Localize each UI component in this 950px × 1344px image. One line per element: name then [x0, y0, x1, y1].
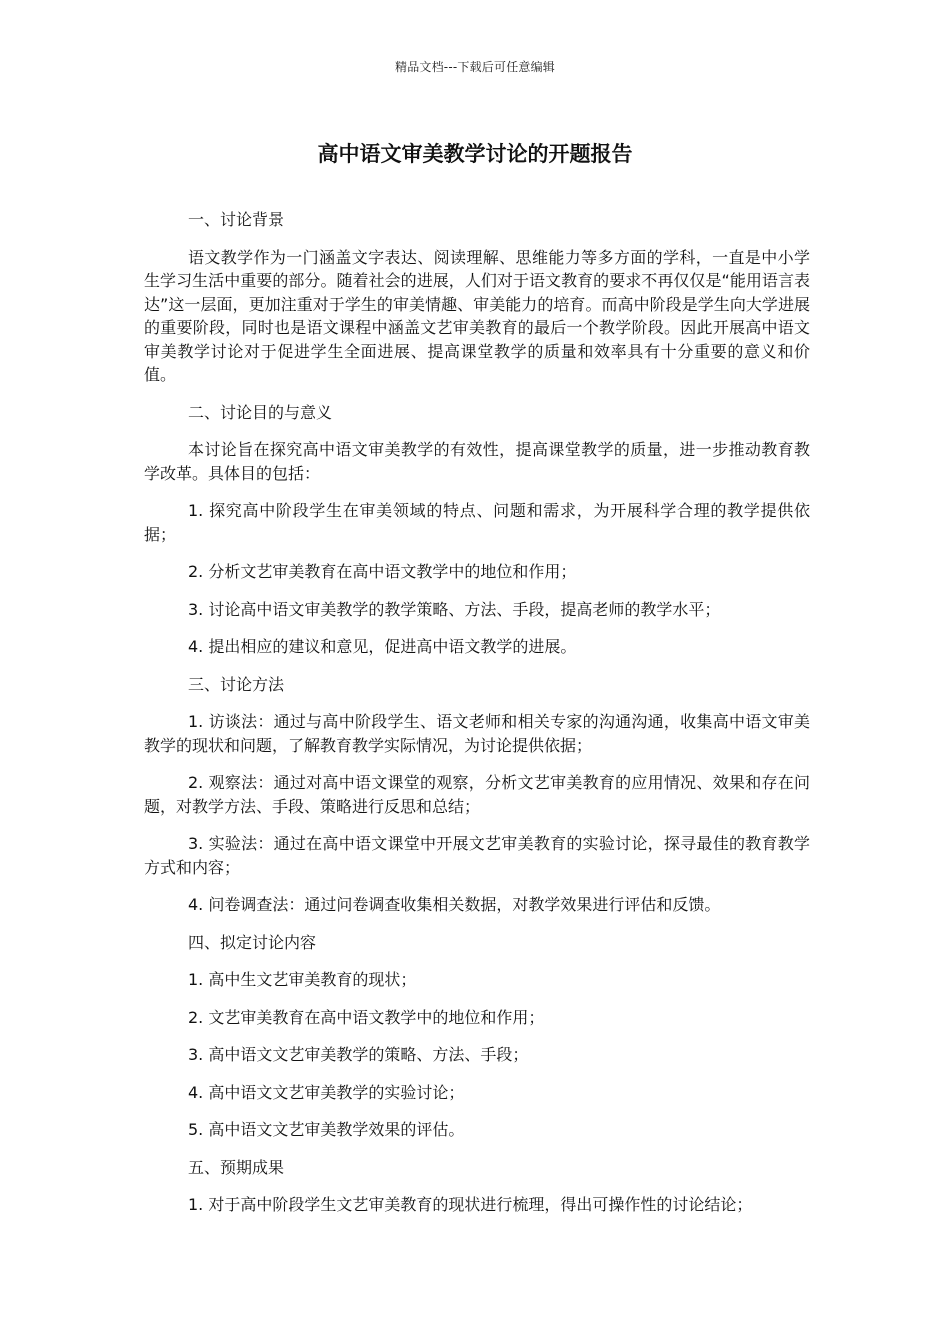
- list-item-content-5: 5. 高中语文文艺审美教学效果的评估。: [188, 1120, 465, 1139]
- list-item-content-2: 2. 文艺审美教育在高中语文教学中的地位和作用；: [188, 1007, 545, 1027]
- section-heading-purpose: 二、讨论目的与意义: [188, 402, 333, 422]
- list-item-content-4: 4. 高中语文文艺审美教学的实验讨论；: [188, 1082, 465, 1102]
- paragraph-background: 语文教学作为一门涵盖文字表达、阅读理解、思维能力等多方面的学科，一直是中小学生学习生活中重要的部分。随着社会的进展，人们对于语文教育的要求不再仅仅是“能用语言表达”这一层面，更加注重对于学生的审美情趣、审美能力的培育。而高中阶段是学生向大学进展的重要阶段，同时也是语文课程中涵盖文艺审美教育的最后一个教学阶段。因此开展高中语文审美教学讨论对于促进学生全面进展、提高课堂教学的质量和效率具有十分重要的意义和价值。: [144, 247, 810, 384]
- list-item-result-1: 1. 对于高中阶段学生文艺审美教育的现状进行梳理，得出可操作性的讨论结论；: [188, 1195, 753, 1214]
- paragraph-purpose-intro: 本讨论旨在探究高中语文审美教学的有效性，提高课堂教学的质量，进一步推动教育教学改革。具体目的包括：: [144, 440, 810, 483]
- document-body: [144, 208, 810, 1231]
- section-heading-results: 五、预期成果: [188, 1157, 285, 1177]
- list-item-method-3: 3. 实验法：通过在高中语文课堂中开展文艺审美教育的实验讨论，探寻最佳的教育教学方式和内容；: [144, 834, 810, 877]
- list-item-purpose-3: 3. 讨论高中语文审美教学的教学策略、方法、手段，提高老师的教学水平；: [188, 599, 721, 619]
- document-title: 高中语文审美教学讨论的开题报告: [317, 142, 633, 166]
- list-item-purpose-1: 1. 探究高中阶段学生在审美领域的特点、问题和需求，为开展科学合理的教学提供依据；: [144, 501, 810, 544]
- list-item-method-1: 1. 访谈法：通过与高中阶段学生、语文老师和相关专家的沟通沟通，收集高中语文审美教学的现状和问题，了解教育教学实际情况，为讨论提供依据；: [144, 712, 810, 755]
- section-heading-methods: 三、讨论方法: [188, 674, 285, 694]
- list-item-method-4: 4. 问卷调查法：通过问卷调查收集相关数据，对教学效果进行评估和反馈。: [188, 895, 721, 914]
- list-item-content-1: 1. 高中生文艺审美教育的现状；: [188, 970, 417, 989]
- header-note: 精品文档---下载后可任意编辑: [395, 60, 555, 74]
- list-item-method-2: 2. 观察法：通过对高中语文课堂的观察，分析文艺审美教育的应用情况、效果和存在问题，对教学方法、手段、策略进行反思和总结；: [144, 773, 810, 816]
- list-item-purpose-4: 4. 提出相应的建议和意见，促进高中语文教学的进展。: [188, 637, 577, 656]
- list-item-purpose-2: 2. 分析文艺审美教育在高中语文教学中的地位和作用；: [188, 562, 577, 581]
- section-heading-background: 一、讨论背景: [188, 210, 285, 229]
- list-item-content-3: 3. 高中语文文艺审美教学的策略、方法、手段；: [188, 1045, 529, 1064]
- section-heading-content: 四、拟定讨论内容: [188, 932, 317, 952]
